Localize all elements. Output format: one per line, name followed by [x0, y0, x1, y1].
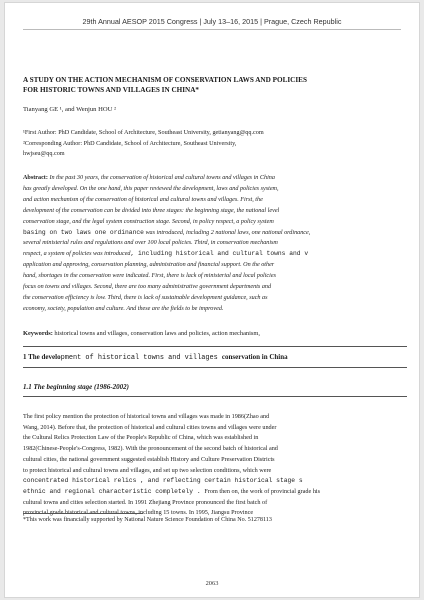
body-line: Wang, 2014). Before that, the protection of historical and cultural cities towns and villages were under [23, 423, 277, 431]
abstract-mono-run: basing on two laws one ordinance [23, 228, 144, 236]
subsection-heading: 1.1 The beginning stage (1986-2002) [23, 383, 129, 391]
section-heading-part: 1 The develo [23, 353, 61, 361]
abstract-line: application and approving, conservation planning, administration and financial support. On the other [23, 262, 275, 269]
body-line: From then on, the work of provincial grade his [204, 487, 321, 495]
title-line: FOR HISTORIC TOWNS AND VILLAGES IN CHINA* [23, 86, 200, 94]
affiliation-line: ²Corresponding Author: PhD Candidate, School of Architecture, Southeast University, [23, 139, 237, 147]
page-number: 2063 [205, 580, 219, 587]
paper-page [4, 2, 420, 598]
affiliation-line: ¹First Author: PhD Candidate, School of Architecture, Southeast University, getianyang@qq.com [23, 129, 264, 136]
section-rule-bottom [23, 367, 407, 368]
body-line: the Cultural Relics Protection Law of the People's Republic of China, which was established in [23, 434, 259, 442]
keywords-text: historical towns and villages, conservation laws and policies, action mechanism, [52, 330, 260, 337]
keywords-label: Keywords: [23, 330, 53, 337]
affiliations [23, 128, 409, 160]
abstract-line: In the past 30 years, the conservation of historical and cultural towns and villages in China [47, 175, 275, 181]
abstract-line: development of the conservation can be divided into three stages: the beginning stage, the national level [23, 207, 280, 214]
abstract [23, 173, 411, 315]
abstract-line: has greatly developed. On the one hand, this paper reviewed the development, laws and policies system, [23, 185, 279, 192]
section-heading-mono: pment of historical towns and villages [60, 354, 222, 362]
header-rule [23, 29, 401, 30]
section-heading [23, 353, 288, 362]
section-heading-part: conservation in China [221, 353, 288, 361]
abstract-line: conservation stage, and the legal system construction stage. Second, in policy respect, a policy system [23, 218, 274, 225]
body-line: to protect historical and cultural towns and villages, and set up two selection conditions, which were [23, 466, 272, 474]
running-header: 29th Annual AESOP 2015 Congress | July 13–16, 2015 | Prague, Czech Republic [82, 17, 342, 26]
subsection-rule [23, 396, 407, 397]
body-line: cultural cities, the national government suggested establish History and Culture Preservation Districts [23, 455, 275, 463]
abstract-line: respect, a system of policies was introduced [23, 251, 131, 258]
title-line: A STUDY ON THE ACTION MECHANISM OF CONSERVATION LAWS AND POLICIES [23, 76, 307, 84]
abstract-line: was introduced, including 2 national laws, one national ordinance, [143, 229, 311, 236]
author-list: Tianyang GE ¹, and Wenjun HOU ² [23, 106, 116, 113]
paper-title [23, 75, 405, 95]
abstract-line: focus on towns and villages. Second, there are too many administrative government departments and [23, 284, 272, 291]
body-line: provincial grade historical and cultural towns, including 15 towns. In 1995, Jiangsu Province [23, 509, 254, 517]
body-line: The first policy mention the protection of historical towns and villages was made in 1986(Zhao and [23, 413, 270, 420]
keywords [23, 330, 260, 337]
abstract-mono-run: , including historical and cultural towns and v [130, 250, 309, 258]
abstract-label: Abstract: [23, 175, 48, 181]
abstract-line: the conservation efficiency is low. Third, there is lack of sustainable development guidance, such as [23, 294, 268, 301]
abstract-line: hand, shortages in the conservation were indicated. First, there is lack of ministerial and local policies [23, 273, 276, 280]
affiliation-line: hwjseu@qq.com [23, 150, 65, 158]
footnote: *This work was financially supported by National Nature Science Foundation of China No. 51278113 [23, 517, 272, 523]
abstract-line: economy, society, population and culture. And these are the fields to be improved. [23, 305, 224, 312]
body-mono-line: concentrated historical relics , and reflecting certain historical stage s [23, 477, 303, 485]
abstract-line: several ministerial rules and regulations and over 100 local policies. Third, in conservation mechanism [23, 240, 278, 247]
footnote-rule [23, 513, 143, 514]
abstract-line: and action mechanism of the conservation of historical and cultural towns and villages. First, the [23, 196, 263, 203]
body-text [23, 412, 411, 519]
body-line: 1982(Chinese-People's-Congress, 1982). With the pronouncement of the second batch of historical and [23, 445, 278, 453]
section-rule-top [23, 346, 407, 347]
body-line: cultural towns and cities selection started. In 1991 Zhejiang Province pronounced the first batch of [23, 498, 268, 506]
body-mono-run: ethnic and regional characteristic completely . [23, 487, 205, 495]
